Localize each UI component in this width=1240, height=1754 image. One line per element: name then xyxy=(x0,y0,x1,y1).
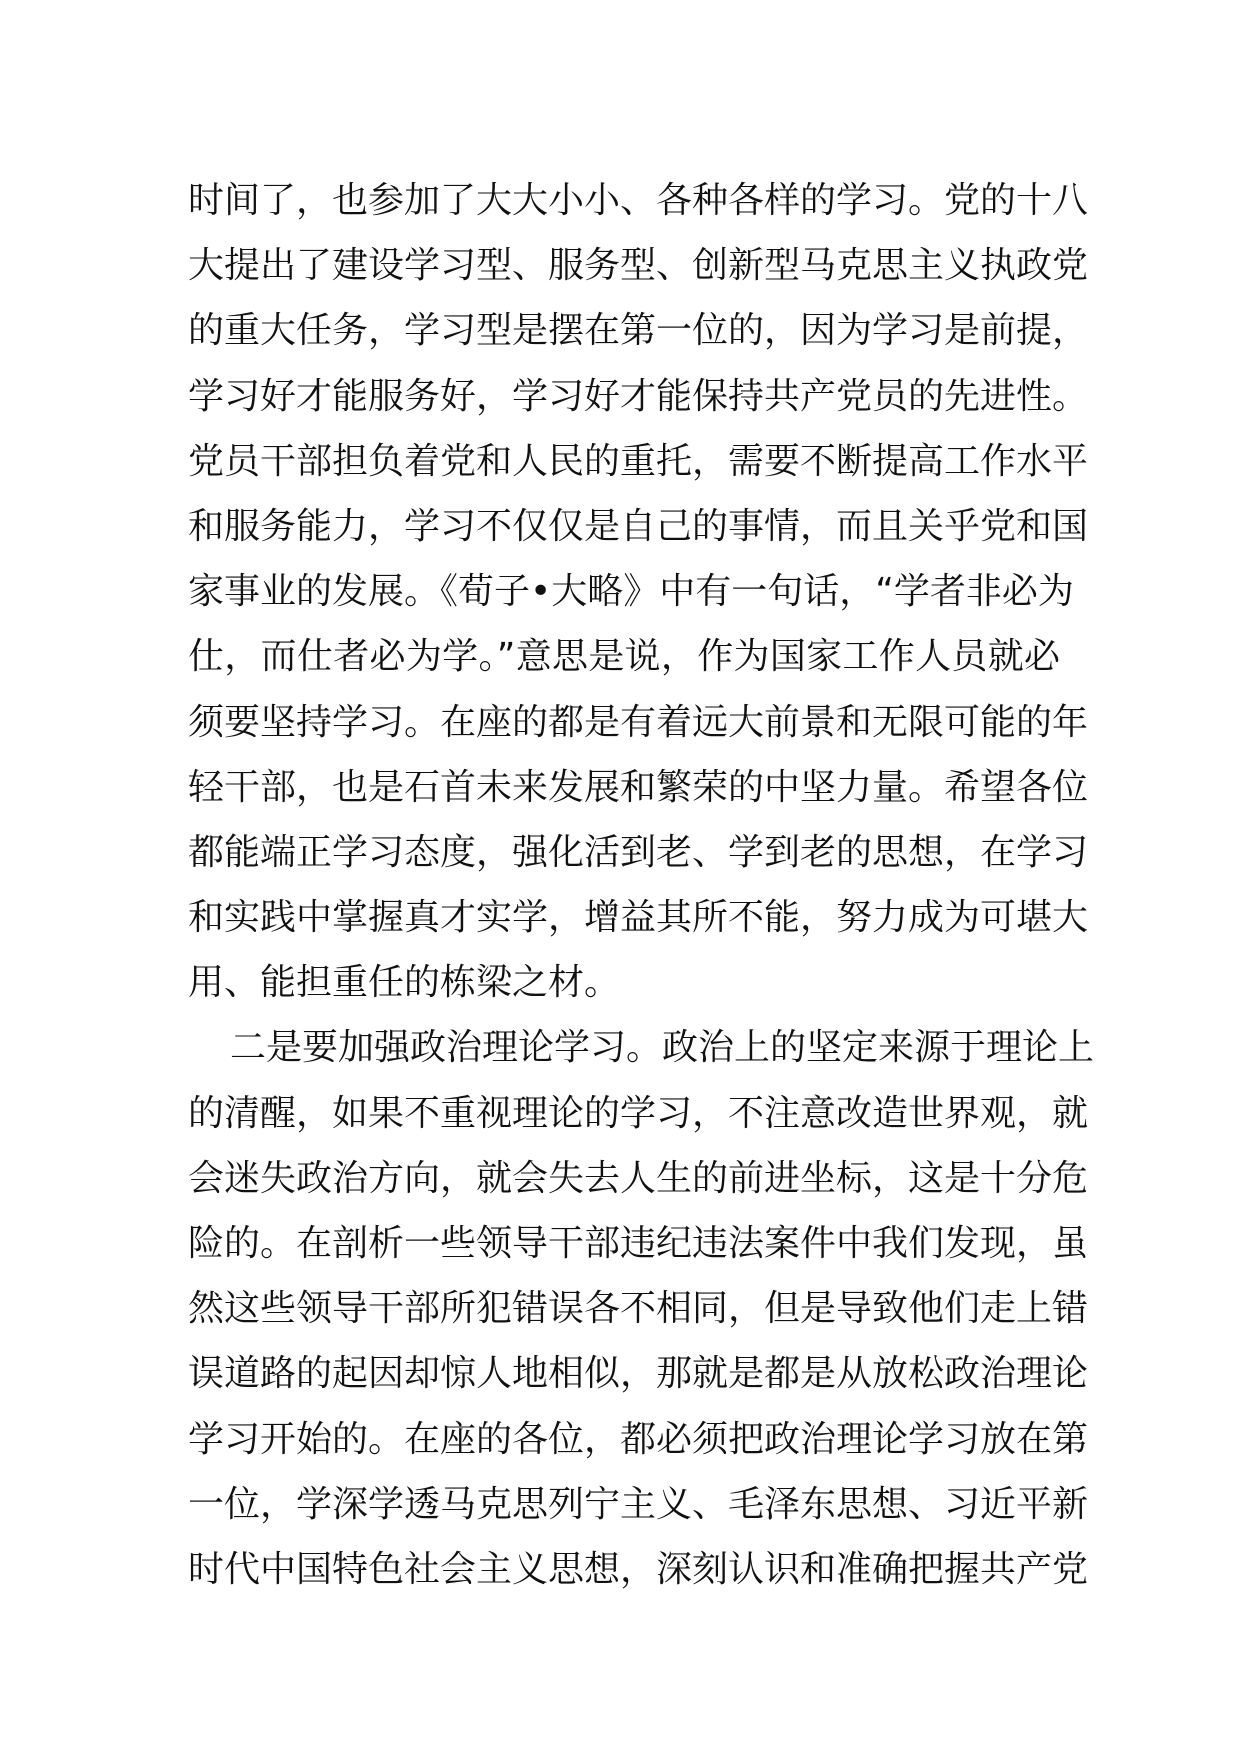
text-line: 和服务能力，学习不仅仅是自己的事情，而且关乎党和国 xyxy=(188,505,1089,547)
text-line: 时间了，也参加了大大小小、各种各样的学习。党的十八 xyxy=(188,180,1089,221)
paragraph-start-line: 二是要加强政治理论学习。政治上的坚定来源于理论上 xyxy=(230,1027,1095,1069)
text-line: 家事业的发展。《荀子•大略》中有一句话，“学者非必为 xyxy=(188,571,1074,613)
text-line: 大提出了建设学习型、服务型、创新型马克思主义执政党 xyxy=(188,245,1089,287)
text-line: 学习好才能服务好，学习好才能保持共产党员的先进性。 xyxy=(188,375,1089,417)
text-line: 都能端正学习态度，强化活到老、学到老的思想，在学习 xyxy=(188,831,1089,873)
text-line: 然这些领导干部所犯错误各不相同，但是导致他们走上错 xyxy=(188,1288,1089,1330)
text-line: 一位，学深学透马克思列宁主义、毛泽东思想、习近平新 xyxy=(188,1483,1089,1525)
text-line: 学习开始的。在座的各位，都必须把政治理论学习放在第 xyxy=(188,1418,1089,1460)
text-line: 险的。在剖析一些领导干部违纪违法案件中我们发现，虽 xyxy=(188,1223,1089,1264)
text-line: 和实践中掌握真才实学，增益其所不能，努力成为可堪大 xyxy=(188,897,1089,939)
body-text xyxy=(188,168,1095,1602)
text-line: 的重大任务，学习型是摆在第一位的，因为学习是前提， xyxy=(188,310,1089,352)
text-line: 仕，而仕者必为学。”意思是说，作为国家工作人员就必 xyxy=(188,636,1060,678)
text-line: 轻干部，也是石首未来发展和繁荣的中坚力量。希望各位 xyxy=(188,766,1089,808)
text-line: 须要坚持学习。在座的都是有着远大前景和无限可能的年 xyxy=(188,701,1089,743)
text-line: 党员干部担负着党和人民的重托，需要不断提高工作水平 xyxy=(188,440,1089,482)
text-line: 时代中国特色社会主义思想，深刻认识和准确把握共产党 xyxy=(188,1548,1089,1590)
paragraph-end-line: 用、能担重任的栋梁之材。 xyxy=(188,962,621,1004)
text-line: 的清醒，如果不重视理论的学习，不注意改造世界观，就 xyxy=(188,1092,1089,1134)
text-line: 误道路的起因却惊人地相似，那就是都是从放松政治理论 xyxy=(188,1353,1089,1395)
text-line: 会迷失政治方向，就会失去人生的前进坐标，这是十分危 xyxy=(188,1157,1089,1199)
